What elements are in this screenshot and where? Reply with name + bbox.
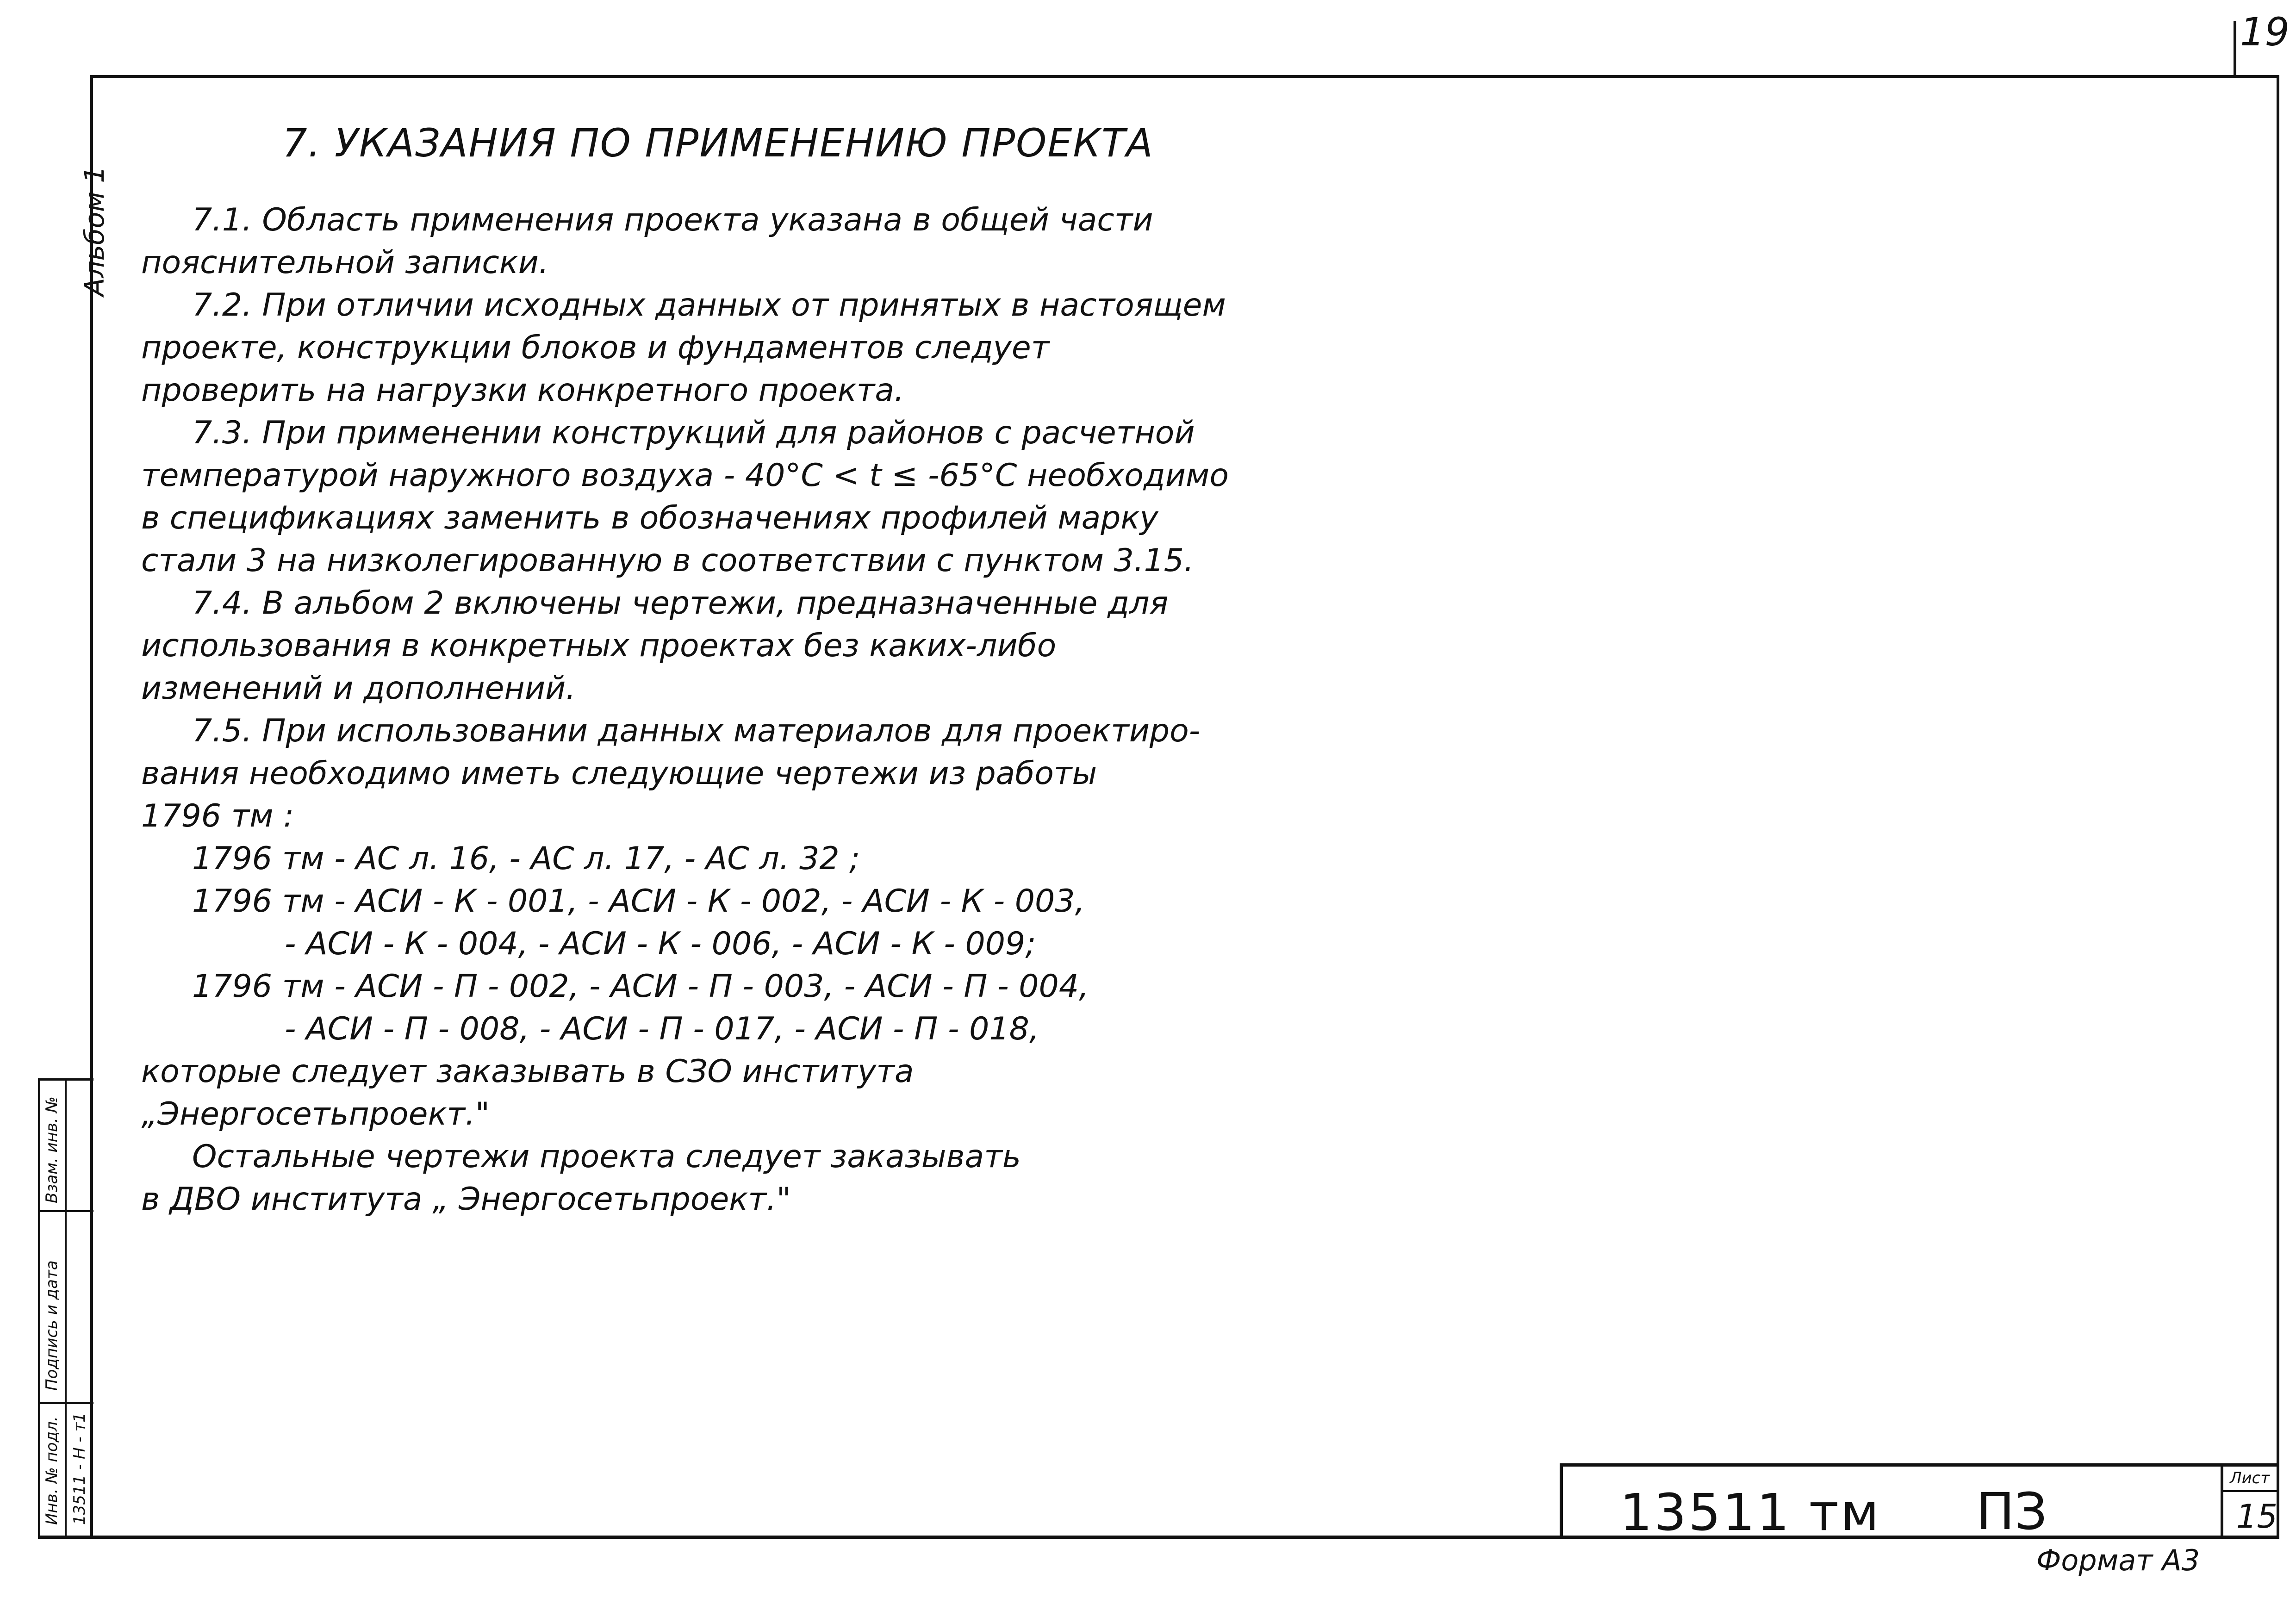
corner-page-number: 19	[2240, 9, 2290, 55]
format-label: Формат А3	[2036, 1543, 2200, 1577]
sheet-number: 15	[2236, 1498, 2278, 1536]
section-code: ПЗ	[1976, 1482, 2047, 1541]
text-line: проверить на нагрузки конкретного проекта.	[141, 372, 904, 409]
text-line: в спецификациях заменить в обозначениях профилей марку	[141, 500, 1158, 536]
inventory-value: 13511 - Н - т1	[70, 1412, 89, 1525]
text-line: 1796 тм - АСИ - К - 001, - АСИ - К - 002, - АСИ - К - 003,	[192, 883, 1085, 920]
album-label: Альбом 1	[79, 166, 110, 296]
text-line: проекте, конструкции блоков и фундаментов следует	[141, 330, 1050, 366]
text-line: 1796 тм - АСИ - П - 002, - АСИ - П - 003, - АСИ - П - 004,	[192, 968, 1089, 1005]
text-line: - АСИ - К - 004, - АСИ - К - 006, - АСИ - К - 009;	[285, 926, 1036, 962]
document-code: 13511 тм	[1620, 1483, 1881, 1542]
left-stamp-divider-1	[38, 1210, 93, 1212]
replace-label: Взам. инв. №	[43, 1096, 61, 1203]
text-line: 7.5. При использовании данных материалов для проектиро-	[192, 713, 1201, 749]
frame-top-line	[90, 75, 2279, 78]
left-stamp-divider-2	[38, 1402, 93, 1404]
title-block-sheet-label-divider	[2221, 1490, 2279, 1492]
frame-right-line	[2277, 75, 2279, 1537]
text-line: которые следует заказывать в СЗО института	[141, 1053, 914, 1090]
text-line: 7.1. Область применения проекта указана в общей части	[192, 202, 1153, 238]
text-line: 7.2. При отличии исходных данных от принятых в настоящем	[192, 287, 1226, 323]
text-line: - АСИ - П - 008, - АСИ - П - 017, - АСИ - П - 018,	[285, 1011, 1039, 1047]
text-line: 1796 тм - АС л. 16, - АС л. 17, - АС л. 32 ;	[192, 840, 860, 877]
text-line: вания необходимо иметь следующие чертежи из работы	[141, 755, 1097, 792]
left-stamp-center-line	[65, 1078, 67, 1537]
text-line: „Энергосетьпроект."	[141, 1096, 490, 1132]
text-line: Остальные чертежи проекта следует заказывать	[192, 1138, 1021, 1175]
text-line: использования в конкретных проектах без каких-либо	[141, 628, 1057, 664]
text-line: стали 3 на низколегированную в соответствии с пунктом 3.15.	[141, 542, 1194, 579]
text-line: температурой наружного воздуха - 40°С < t ≤ -65°С необходимо	[141, 457, 1229, 494]
text-line: изменений и дополнений.	[141, 670, 576, 707]
page-title: 7. УКАЗАНИЯ ПО ПРИМЕНЕНИЮ ПРОЕКТА	[282, 120, 1154, 166]
body-text-block	[141, 199, 1229, 1221]
sheet-label: Лист	[2230, 1469, 2270, 1487]
title-block	[1560, 1463, 2279, 1542]
inventory-label: Инв. № подл.	[43, 1416, 61, 1525]
signature-label: Подпись и дата	[43, 1260, 61, 1391]
title-block-sheet-divider	[2221, 1463, 2223, 1539]
title-block-top-line	[1560, 1463, 2279, 1467]
text-line: пояснительной записки.	[141, 244, 549, 281]
left-stamp	[38, 1078, 93, 1537]
text-line: в ДВО института „ Энергосетьпроект."	[141, 1181, 791, 1218]
corner-tick	[2234, 21, 2236, 76]
text-line: 7.3. При применении конструкций для районов с расчетной	[192, 415, 1195, 451]
text-line: 1796 тм :	[141, 798, 294, 834]
title-block-left-line	[1560, 1463, 1563, 1539]
text-line: 7.4. В альбом 2 включены чертежи, предназначенные для	[192, 585, 1169, 622]
left-stamp-left-line	[38, 1078, 40, 1537]
